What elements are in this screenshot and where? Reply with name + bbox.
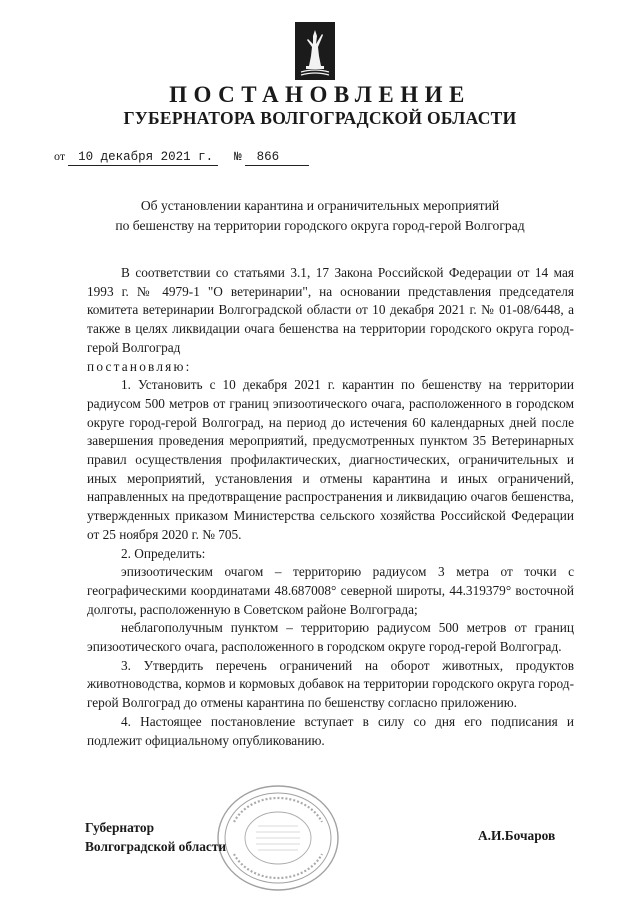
volgograd-emblem-icon	[295, 22, 335, 80]
issuing-authority: ГУБЕРНАТОРА ВОЛГОГРАДСКОЙ ОБЛАСТИ	[123, 108, 517, 128]
item-2-heading: 2. Определить:	[121, 545, 206, 561]
signer-position	[85, 818, 226, 856]
item-1-paragraph: 1. Установить с 10 декабря 2021 г. карантин по бешенству на территории радиусом 500 метров от границ эпизоотического очага, расположенного в городском округе город-герой Волгоград, на период до истечения 60 календарных дней после завершения проведения мероприятий, предусмотренных пунктом 35 Ветеринарных правил осуществления профилактических, диагностических, ограничительных и иных мероприятий, установления и отмены карантина и иных ограничений, направленных на предотвращение распространения и ликвидацию очагов бешенства, утвержденных приказом Министерства сельского хозяйства Российской Федерации от 25 ноября 2020 г. № 705.	[87, 377, 574, 542]
document-date: 10 декабря 2021 г.	[68, 150, 218, 166]
resolve-word: постановляю:	[87, 358, 192, 374]
signer-position-line-2: Волгоградской области	[85, 839, 227, 854]
document-body	[87, 264, 574, 750]
subject-line-1: Об установлении карантина и ограничительных мероприятий	[140, 198, 500, 213]
item-2-unfavorable-point: неблагополучным пунктом – территорию радиусом 500 метров от границ эпизоотического очага, расположенного в городском округе город-герой Волгоград.	[87, 620, 574, 655]
number-prefix: №	[234, 150, 242, 164]
document-number: 866	[245, 150, 309, 166]
document-type-heading: ПОСТАНОВЛЕНИЕ	[169, 82, 471, 107]
signer-name: А.И.Бочаров	[478, 828, 556, 843]
signer-position-line-1: Губернатор	[85, 820, 155, 835]
resolve-clause	[87, 358, 574, 377]
official-seal-stamp	[214, 782, 342, 894]
date-prefix: от	[54, 149, 66, 163]
registration-line	[54, 147, 309, 165]
item-4-paragraph: 4. Настоящее постановление вступает в силу со дня его подписания и подлежит официальному опубликованию.	[87, 713, 574, 748]
item-2-epizootic-focus: эпизоотическим очагом – территорию радиусом 3 метра от точки с географическими координатами 48.687008° северной широты, 44.319379° восточной долготы, расположенную в Советском районе Волгограда;	[87, 564, 574, 617]
subject-line-2: по бешенству на территории городского округа город-герой Волгоград	[115, 218, 525, 233]
item-3-paragraph: 3. Утвердить перечень ограничений на оборот животных, продуктов животноводства, кормов и кормовых добавок на территории городского округа город-герой Волгоград до отмены карантина по бешенству согласно приложению.	[87, 657, 574, 711]
preamble-paragraph: В соответствии со статьями 3.1, 17 Закона Российской Федерации от 14 мая 1993 г. № 4979-1 "О ветеринарии", на основании представления председателя комитета ветеринарии Волгоградской области от 10 декабря 2021 г. № 01-08/6448, а также в целях ликвидации очага бешенства на территории городского округа город-герой Волгоград	[87, 265, 574, 355]
document-subject	[0, 196, 640, 236]
